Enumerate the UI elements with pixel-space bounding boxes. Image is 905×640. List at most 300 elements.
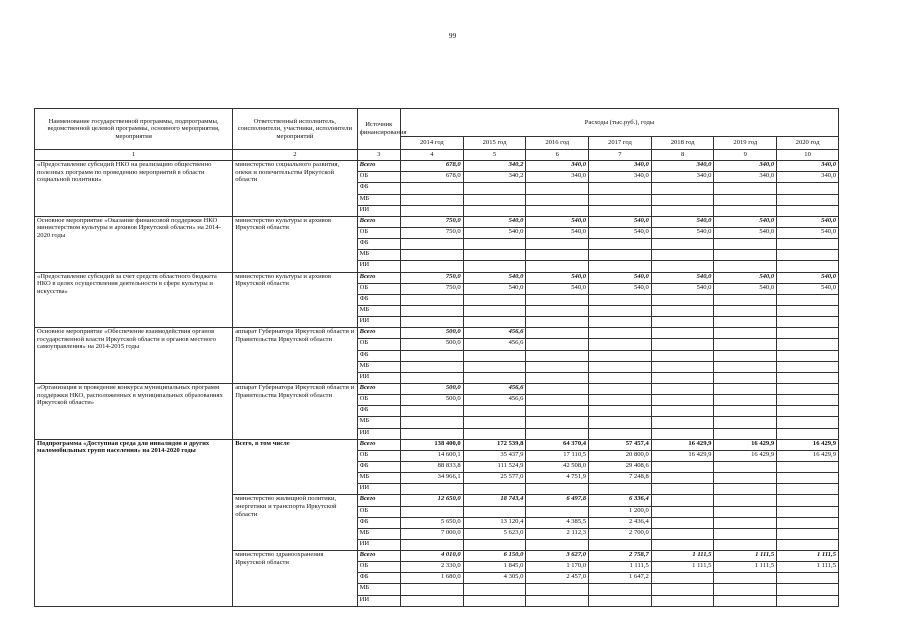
value-cell bbox=[777, 294, 839, 305]
value-cell bbox=[714, 339, 777, 350]
value-cell: 2 436,4 bbox=[589, 517, 652, 528]
value-cell bbox=[651, 484, 714, 495]
source-cell: ФБ bbox=[357, 183, 400, 194]
value-cell bbox=[777, 261, 839, 272]
value-cell bbox=[463, 350, 526, 361]
value-cell bbox=[714, 305, 777, 316]
value-cell bbox=[651, 372, 714, 383]
value-cell: 340,0 bbox=[526, 172, 589, 183]
value-cell bbox=[714, 484, 777, 495]
value-cell bbox=[714, 328, 777, 339]
value-cell bbox=[777, 461, 839, 472]
source-cell: ОБ bbox=[357, 450, 400, 461]
value-cell bbox=[777, 584, 839, 595]
value-cell bbox=[777, 484, 839, 495]
value-cell bbox=[651, 495, 714, 506]
value-cell bbox=[777, 250, 839, 261]
value-cell bbox=[463, 484, 526, 495]
value-cell bbox=[463, 595, 526, 606]
value-cell bbox=[526, 584, 589, 595]
value-cell bbox=[589, 417, 652, 428]
source-cell: ОБ bbox=[357, 506, 400, 517]
value-cell bbox=[401, 350, 464, 361]
row-executor-cell: министерство социального развития, опеки и попечительства Иркутской области bbox=[233, 161, 357, 217]
value-cell bbox=[651, 328, 714, 339]
value-cell: 1 680,0 bbox=[401, 573, 464, 584]
value-cell bbox=[463, 239, 526, 250]
source-cell: МБ bbox=[357, 584, 400, 595]
value-cell: 7 000,0 bbox=[401, 528, 464, 539]
value-cell: 1 111,5 bbox=[714, 562, 777, 573]
value-cell bbox=[589, 372, 652, 383]
value-cell: 340,0 bbox=[777, 161, 839, 172]
value-cell bbox=[651, 573, 714, 584]
value-cell: 540,0 bbox=[463, 227, 526, 238]
source-cell: Всего bbox=[357, 383, 400, 394]
source-cell: Всего bbox=[357, 439, 400, 450]
value-cell bbox=[651, 461, 714, 472]
value-cell: 540,0 bbox=[526, 227, 589, 238]
value-cell bbox=[777, 395, 839, 406]
row-executor-cell: министерство жилищной политики, энергетики и транспорта Иркутской области bbox=[233, 495, 357, 551]
source-cell: МБ bbox=[357, 528, 400, 539]
value-cell: 500,0 bbox=[401, 339, 464, 350]
column-index: 9 bbox=[714, 150, 777, 161]
value-cell: 500,0 bbox=[401, 383, 464, 394]
value-cell bbox=[777, 183, 839, 194]
value-cell: 6 150,0 bbox=[463, 551, 526, 562]
value-cell bbox=[651, 506, 714, 517]
value-cell: 4 751,9 bbox=[526, 473, 589, 484]
source-cell: ОБ bbox=[357, 395, 400, 406]
value-cell bbox=[777, 406, 839, 417]
value-cell: 2 758,7 bbox=[589, 551, 652, 562]
source-cell: ФБ bbox=[357, 517, 400, 528]
value-cell bbox=[526, 294, 589, 305]
value-cell bbox=[589, 305, 652, 316]
source-cell: ФБ bbox=[357, 406, 400, 417]
value-cell bbox=[589, 205, 652, 216]
value-cell: 138 400,0 bbox=[401, 439, 464, 450]
value-cell bbox=[651, 361, 714, 372]
table-row bbox=[35, 272, 839, 283]
value-cell bbox=[777, 495, 839, 506]
value-cell: 540,0 bbox=[651, 283, 714, 294]
row-name-cell: «Предоставление субсидий НКО на реализацию общественно полезных программ по проведению мероприятий в области социальной политики» bbox=[35, 161, 233, 217]
row-name-cell: Основное мероприятие «Обеспечение взаимодействия органов государственной власти Иркутской области и органов местного самоуправления» на 2014-2015 годы bbox=[35, 328, 233, 384]
value-cell bbox=[714, 539, 777, 550]
value-cell bbox=[714, 395, 777, 406]
value-cell bbox=[714, 461, 777, 472]
value-cell bbox=[401, 539, 464, 550]
value-cell bbox=[463, 261, 526, 272]
value-cell: 20 800,0 bbox=[589, 450, 652, 461]
source-cell: Всего bbox=[357, 495, 400, 506]
value-cell bbox=[463, 194, 526, 205]
value-cell bbox=[463, 417, 526, 428]
value-cell: 500,0 bbox=[401, 328, 464, 339]
value-cell bbox=[777, 372, 839, 383]
value-cell bbox=[526, 328, 589, 339]
column-index: 3 bbox=[357, 150, 400, 161]
value-cell: 2 112,3 bbox=[526, 528, 589, 539]
source-cell: ИИ bbox=[357, 539, 400, 550]
value-cell: 35 437,9 bbox=[463, 450, 526, 461]
value-cell bbox=[401, 428, 464, 439]
value-cell bbox=[526, 250, 589, 261]
row-executor-cell: аппарат Губернатора Иркутской области и Правительства Иркутской области bbox=[233, 328, 357, 384]
value-cell: 88 833,8 bbox=[401, 461, 464, 472]
row-executor-cell: аппарат Губернатора Иркутской области и Правительства Иркутской области bbox=[233, 383, 357, 439]
source-cell: МБ bbox=[357, 194, 400, 205]
value-cell bbox=[651, 584, 714, 595]
value-cell bbox=[401, 406, 464, 417]
source-cell: ФБ bbox=[357, 239, 400, 250]
value-cell bbox=[651, 194, 714, 205]
value-cell bbox=[777, 573, 839, 584]
row-executor-cell: министерство культуры и архивов Иркутской области bbox=[233, 216, 357, 272]
value-cell: 540,0 bbox=[589, 227, 652, 238]
value-cell bbox=[714, 250, 777, 261]
table-row bbox=[35, 161, 839, 172]
value-cell bbox=[526, 539, 589, 550]
header-name: Наименование государственной программы, подпрограммы, ведомственной целевой программы, основного мероприятия, мероприятия bbox=[35, 109, 233, 150]
value-cell bbox=[777, 305, 839, 316]
value-cell bbox=[777, 339, 839, 350]
value-cell bbox=[526, 484, 589, 495]
value-cell bbox=[526, 339, 589, 350]
value-cell: 3 627,0 bbox=[526, 551, 589, 562]
value-cell: 4 010,0 bbox=[401, 551, 464, 562]
source-cell: МБ bbox=[357, 305, 400, 316]
value-cell bbox=[589, 584, 652, 595]
value-cell: 1 647,2 bbox=[589, 573, 652, 584]
budget-table bbox=[34, 108, 839, 607]
value-cell bbox=[463, 428, 526, 439]
value-cell: 1 111,5 bbox=[777, 562, 839, 573]
value-cell: 340,0 bbox=[651, 172, 714, 183]
value-cell bbox=[714, 417, 777, 428]
value-cell bbox=[401, 194, 464, 205]
value-cell: 1 845,0 bbox=[463, 562, 526, 573]
row-executor-cell: Всего, в том числе bbox=[233, 439, 357, 495]
header-year: 2017 год bbox=[589, 136, 652, 149]
value-cell: 2 700,0 bbox=[589, 528, 652, 539]
value-cell: 17 110,5 bbox=[526, 450, 589, 461]
value-cell: 340,2 bbox=[463, 161, 526, 172]
value-cell: 540,0 bbox=[651, 216, 714, 227]
value-cell: 12 650,0 bbox=[401, 495, 464, 506]
value-cell: 340,0 bbox=[589, 161, 652, 172]
value-cell bbox=[589, 328, 652, 339]
value-cell bbox=[714, 495, 777, 506]
value-cell: 57 457,4 bbox=[589, 439, 652, 450]
value-cell: 540,0 bbox=[714, 283, 777, 294]
value-cell bbox=[651, 350, 714, 361]
value-cell: 456,6 bbox=[463, 328, 526, 339]
value-cell: 16 429,9 bbox=[714, 450, 777, 461]
value-cell: 16 429,9 bbox=[777, 450, 839, 461]
value-cell bbox=[589, 539, 652, 550]
value-cell bbox=[714, 428, 777, 439]
source-cell: МБ bbox=[357, 417, 400, 428]
value-cell bbox=[589, 395, 652, 406]
column-index: 7 bbox=[589, 150, 652, 161]
value-cell: 14 600,1 bbox=[401, 450, 464, 461]
value-cell bbox=[651, 395, 714, 406]
source-cell: ФБ bbox=[357, 294, 400, 305]
value-cell: 750,0 bbox=[401, 227, 464, 238]
value-cell bbox=[526, 383, 589, 394]
value-cell: 25 577,0 bbox=[463, 473, 526, 484]
value-cell: 540,0 bbox=[714, 216, 777, 227]
source-cell: ИИ bbox=[357, 484, 400, 495]
value-cell bbox=[651, 428, 714, 439]
value-cell: 29 408,6 bbox=[589, 461, 652, 472]
source-cell: ИИ bbox=[357, 428, 400, 439]
header-year: 2020 год bbox=[777, 136, 839, 149]
value-cell bbox=[401, 261, 464, 272]
value-cell bbox=[777, 383, 839, 394]
source-cell: ФБ bbox=[357, 573, 400, 584]
value-cell bbox=[651, 239, 714, 250]
value-cell bbox=[401, 584, 464, 595]
value-cell bbox=[526, 506, 589, 517]
row-name-cell: «Предоставление субсидий за счет средств областного бюджета НКО в целях осуществления деятельности в сфере культуры и искусства» bbox=[35, 272, 233, 328]
source-cell: Всего bbox=[357, 272, 400, 283]
source-cell: ИИ bbox=[357, 261, 400, 272]
value-cell bbox=[651, 539, 714, 550]
value-cell bbox=[714, 350, 777, 361]
value-cell bbox=[463, 584, 526, 595]
value-cell bbox=[714, 194, 777, 205]
source-cell: Всего bbox=[357, 216, 400, 227]
value-cell: 111 524,9 bbox=[463, 461, 526, 472]
value-cell bbox=[714, 239, 777, 250]
value-cell bbox=[589, 484, 652, 495]
value-cell bbox=[463, 305, 526, 316]
header-year: 2016 год bbox=[526, 136, 589, 149]
value-cell bbox=[651, 417, 714, 428]
value-cell: 750,0 bbox=[401, 283, 464, 294]
value-cell bbox=[714, 406, 777, 417]
value-cell: 1 170,0 bbox=[526, 562, 589, 573]
value-cell bbox=[714, 584, 777, 595]
row-executor-cell: министерство здравоохранения Иркутской области bbox=[233, 551, 357, 607]
value-cell bbox=[463, 294, 526, 305]
value-cell bbox=[777, 417, 839, 428]
source-cell: ОБ bbox=[357, 227, 400, 238]
value-cell bbox=[651, 517, 714, 528]
value-cell bbox=[401, 250, 464, 261]
value-cell bbox=[401, 361, 464, 372]
value-cell bbox=[777, 350, 839, 361]
value-cell bbox=[777, 528, 839, 539]
source-cell: ИИ bbox=[357, 595, 400, 606]
table-row bbox=[35, 328, 839, 339]
value-cell: 340,0 bbox=[589, 172, 652, 183]
value-cell: 540,0 bbox=[589, 283, 652, 294]
value-cell bbox=[777, 194, 839, 205]
value-cell bbox=[589, 595, 652, 606]
header-expenses: Расходы (тыс.руб.), годы bbox=[401, 109, 839, 137]
value-cell bbox=[714, 361, 777, 372]
value-cell bbox=[589, 183, 652, 194]
value-cell: 540,0 bbox=[777, 272, 839, 283]
value-cell bbox=[526, 317, 589, 328]
value-cell bbox=[777, 317, 839, 328]
value-cell: 16 429,9 bbox=[777, 439, 839, 450]
source-cell: ОБ bbox=[357, 562, 400, 573]
source-cell: ИИ bbox=[357, 372, 400, 383]
value-cell: 540,0 bbox=[651, 227, 714, 238]
value-cell bbox=[401, 183, 464, 194]
source-cell: ИИ bbox=[357, 317, 400, 328]
value-cell bbox=[526, 350, 589, 361]
value-cell bbox=[777, 205, 839, 216]
value-cell bbox=[651, 473, 714, 484]
value-cell: 16 429,9 bbox=[651, 439, 714, 450]
value-cell: 1 111,5 bbox=[589, 562, 652, 573]
value-cell: 340,0 bbox=[714, 172, 777, 183]
table-row bbox=[35, 439, 839, 450]
value-cell: 2 457,0 bbox=[526, 573, 589, 584]
value-cell: 172 539,8 bbox=[463, 439, 526, 450]
row-name-cell: «Организация и проведение конкурса муниципальных программ поддержки НКО, расположенных в муниципальных образованиях Иркутской области» bbox=[35, 383, 233, 439]
value-cell bbox=[651, 294, 714, 305]
value-cell: 2 330,0 bbox=[401, 562, 464, 573]
value-cell bbox=[589, 350, 652, 361]
value-cell bbox=[777, 361, 839, 372]
header-year: 2014 год bbox=[401, 136, 464, 149]
value-cell: 540,0 bbox=[589, 272, 652, 283]
value-cell: 540,0 bbox=[526, 272, 589, 283]
value-cell bbox=[401, 506, 464, 517]
table-row bbox=[35, 383, 839, 394]
value-cell: 456,6 bbox=[463, 383, 526, 394]
value-cell: 540,0 bbox=[463, 283, 526, 294]
value-cell bbox=[651, 528, 714, 539]
value-cell: 1 111,5 bbox=[651, 562, 714, 573]
value-cell bbox=[777, 517, 839, 528]
source-cell: ИИ bbox=[357, 205, 400, 216]
source-cell: Всего bbox=[357, 328, 400, 339]
value-cell: 500,0 bbox=[401, 395, 464, 406]
value-cell: 540,0 bbox=[714, 272, 777, 283]
value-cell: 5 650,0 bbox=[401, 517, 464, 528]
value-cell bbox=[714, 528, 777, 539]
value-cell: 340,0 bbox=[714, 161, 777, 172]
source-cell: МБ bbox=[357, 250, 400, 261]
value-cell bbox=[777, 328, 839, 339]
value-cell bbox=[401, 595, 464, 606]
value-cell: 6 336,4 bbox=[589, 495, 652, 506]
value-cell: 1 111,5 bbox=[651, 551, 714, 562]
value-cell: 6 497,8 bbox=[526, 495, 589, 506]
value-cell bbox=[714, 383, 777, 394]
value-cell bbox=[463, 372, 526, 383]
value-cell bbox=[714, 294, 777, 305]
value-cell: 42 508,0 bbox=[526, 461, 589, 472]
value-cell bbox=[526, 183, 589, 194]
value-cell bbox=[651, 383, 714, 394]
value-cell bbox=[401, 484, 464, 495]
value-cell bbox=[714, 517, 777, 528]
value-cell bbox=[589, 383, 652, 394]
source-cell: МБ bbox=[357, 473, 400, 484]
value-cell: 540,0 bbox=[463, 272, 526, 283]
value-cell bbox=[589, 294, 652, 305]
header-year: 2019 год bbox=[714, 136, 777, 149]
value-cell: 540,0 bbox=[589, 216, 652, 227]
header-source: Источник финансирования bbox=[357, 109, 400, 150]
value-cell: 540,0 bbox=[651, 272, 714, 283]
value-cell bbox=[463, 317, 526, 328]
column-index-row bbox=[35, 150, 839, 161]
value-cell bbox=[463, 539, 526, 550]
value-cell bbox=[651, 183, 714, 194]
value-cell bbox=[651, 250, 714, 261]
value-cell bbox=[777, 473, 839, 484]
header-year: 2018 год bbox=[651, 136, 714, 149]
column-index: 6 bbox=[526, 150, 589, 161]
value-cell bbox=[526, 595, 589, 606]
value-cell: 340,0 bbox=[526, 161, 589, 172]
value-cell bbox=[401, 294, 464, 305]
value-cell bbox=[526, 395, 589, 406]
value-cell: 540,0 bbox=[777, 227, 839, 238]
source-cell: ОБ bbox=[357, 283, 400, 294]
source-cell: ФБ bbox=[357, 350, 400, 361]
value-cell bbox=[526, 205, 589, 216]
value-cell bbox=[777, 428, 839, 439]
value-cell bbox=[463, 250, 526, 261]
value-cell: 16 429,9 bbox=[714, 439, 777, 450]
value-cell bbox=[777, 506, 839, 517]
value-cell bbox=[401, 417, 464, 428]
header-row bbox=[35, 109, 839, 137]
value-cell bbox=[714, 205, 777, 216]
value-cell bbox=[401, 372, 464, 383]
value-cell: 5 623,0 bbox=[463, 528, 526, 539]
value-cell bbox=[401, 205, 464, 216]
value-cell: 540,0 bbox=[777, 216, 839, 227]
value-cell bbox=[589, 239, 652, 250]
value-cell bbox=[651, 261, 714, 272]
column-index: 8 bbox=[651, 150, 714, 161]
column-index: 1 bbox=[35, 150, 233, 161]
value-cell: 13 120,4 bbox=[463, 517, 526, 528]
column-index: 10 bbox=[777, 150, 839, 161]
value-cell bbox=[651, 205, 714, 216]
value-cell bbox=[463, 205, 526, 216]
column-index: 2 bbox=[233, 150, 357, 161]
value-cell: 750,0 bbox=[401, 216, 464, 227]
header-executor: Ответственный исполнитель, соисполнители, участники, исполнители мероприятий bbox=[233, 109, 357, 150]
page-number: 99 bbox=[448, 31, 457, 40]
source-cell: Всего bbox=[357, 551, 400, 562]
value-cell: 750,0 bbox=[401, 272, 464, 283]
value-cell bbox=[714, 595, 777, 606]
value-cell: 540,0 bbox=[526, 283, 589, 294]
value-cell bbox=[463, 361, 526, 372]
value-cell: 540,0 bbox=[777, 283, 839, 294]
source-cell: ФБ bbox=[357, 461, 400, 472]
value-cell bbox=[401, 239, 464, 250]
source-cell: МБ bbox=[357, 361, 400, 372]
value-cell bbox=[651, 339, 714, 350]
value-cell bbox=[526, 428, 589, 439]
